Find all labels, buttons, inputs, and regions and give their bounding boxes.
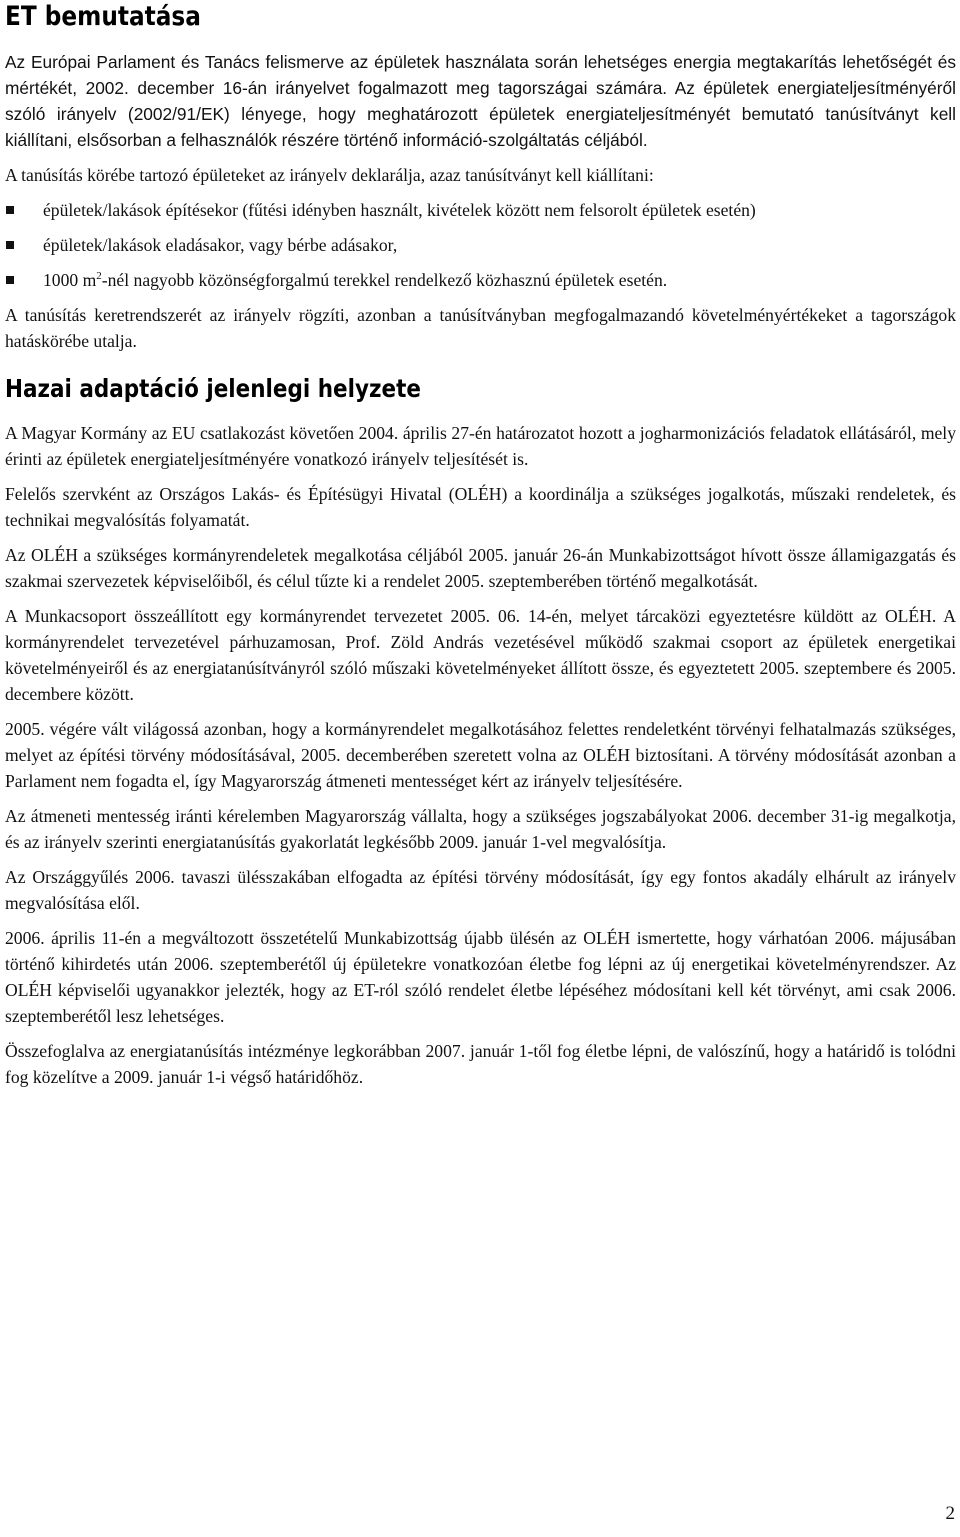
intro-paragraph-3: A tanúsítás keretrendszerét az irányelv rögzíti, azonban a tanúsítványban megfogalmazandó követelményértékeket a tagországok hatáskörébe utalja.	[5, 305, 956, 351]
section-paragraph: Összefoglalva az energiatanúsítás intézménye legkorábban 2007. január 1-től fog életbe lépni, de valószínű, hogy a határidő is tolódni fog közelítve a 2009. január 1-i végső határidőhöz.	[5, 1041, 956, 1087]
section-paragraph: Az OLÉH a szükséges kormányrendeletek megalkotása céljából 2005. január 26-án Munkabizottságot hívott össze államigazgatás és szakmai szervezetek képviselőiből, és célul tűzte ki a rendelet 2005. szeptemberében történő megalkotását.	[5, 545, 956, 591]
page-title: ET bemutatása	[5, 1, 201, 32]
list-item-text: épületek/lakások eladásakor, vagy bérbe adásakor,	[43, 235, 398, 255]
list-item	[5, 232, 956, 258]
certification-scope-list	[5, 197, 956, 293]
list-item-text: épületek/lakások építésekor (fűtési idényben használt, kivételek között nem felsorolt épületek esetén)	[43, 200, 756, 220]
section-paragraph: A Munkacsoport összeállított egy kormányrendet tervezetet 2005. 06. 14-én, melyet tárcaközi egyeztetésre küldött az OLÉH. A kormányrendelet tervezetével párhuzamosan, Prof. Zöld András vezetésével működő szakmai csoport az épületek energetikai követelményeiről és az energiatanúsítványról szóló műszaki követelményeket állított össze, és egyeztetett 2005. szeptembere és 2005. decembere között.	[5, 606, 956, 704]
section-paragraph: Az Országgyűlés 2006. tavaszi ülésszakában elfogadta az építési törvény módosítását, így egy fontos akadály elhárult az irányelv megvalósítása elől.	[5, 867, 956, 913]
list-item-text-suffix: -nél nagyobb közönségforgalmú terekkel rendelkező közhasznú épületek esetén.	[101, 270, 668, 290]
page-content	[5, 0, 956, 1090]
section-paragraph: 2006. április 11-én a megváltozott összetételű Munkabizottság újabb ülésén az OLÉH ismertette, hogy várhatóan 2006. májusában történő kihirdetés után 2006. szeptemberétől új épületekre vonatkozóan életbe fog lépni az új energetikai követelményrendszer. Az OLÉH képviselői ugyanakkor jelezték, hogy az ET-ról szóló rendelet életbe lépéséhez módosítani kell két törvényt, ami csak 2006. szeptemberétől lesz lehetséges.	[5, 928, 956, 1026]
section-paragraph: 2005. végére vált világossá azonban, hogy a kormányrendelet megalkotásához felettes rendeletként törvényi felhatalmazás szükséges, melyet az építési törvény módosításával, 2005. decemberében szeretett volna az OLÉH biztosítani. A törvény módosítását azonban a Parlament nem fogadta el, így Magyarország átmeneti mentességet kért az irányelv teljesítésére.	[5, 719, 956, 791]
superscript: 2	[96, 270, 102, 283]
square-bullet-icon	[6, 241, 14, 249]
intro-paragraph-1: Az Európai Parlament és Tanács felismerve az épületek használata során lehetséges energia megtakarítás lehetőségét és mértékét, 2002. december 16-án irányelvet fogalmazott meg tagországai számára. Az épületek energiateljesítményéről szóló irányelv (2002/91/EK) lényege, hogy meghatározott épületek energiateljesítményét bemutató tanúsítványt kell kiállítani, elsősorban a felhasználók részére történő információ-szolgáltatás céljából.	[5, 52, 956, 150]
page-number: 2	[945, 1503, 955, 1524]
section-paragraph: A Magyar Kormány az EU csatlakozást követően 2004. április 27-én határozatot hozott a jogharmonizációs feladatok ellátásáról, mely érinti az épületek energiateljesítményére vonatkozó irányelv teljesítését is.	[5, 423, 956, 469]
section-paragraph: Az átmeneti mentesség iránti kérelemben Magyarország vállalta, hogy a szükséges jogszabályokat 2006. december 31-ig megalkotja, és az irányelv szerinti energiatanúsítás gyakorlatát legkésőbb 2009. január 1-vel megvalósítja.	[5, 806, 956, 852]
square-bullet-icon	[6, 276, 14, 284]
square-bullet-icon	[6, 206, 14, 214]
section-heading-wrapper	[5, 372, 956, 406]
section-paragraph: Felelős szervként az Országos Lakás- és Építésügyi Hivatal (OLÉH) a koordinálja a szükséges jogalkotás, műszaki rendeletek, és technikai megvalósítás folyamatát.	[5, 484, 956, 530]
intro-paragraph-2: A tanúsítás körébe tartozó épületeket az irányelv deklarálja, azaz tanúsítványt kell kiállítani:	[5, 165, 654, 185]
list-item	[5, 267, 956, 293]
section-heading: Hazai adaptáció jelenlegi helyzete	[5, 374, 421, 403]
list-item	[5, 197, 956, 223]
list-item-text-prefix: 1000 m	[43, 270, 97, 290]
